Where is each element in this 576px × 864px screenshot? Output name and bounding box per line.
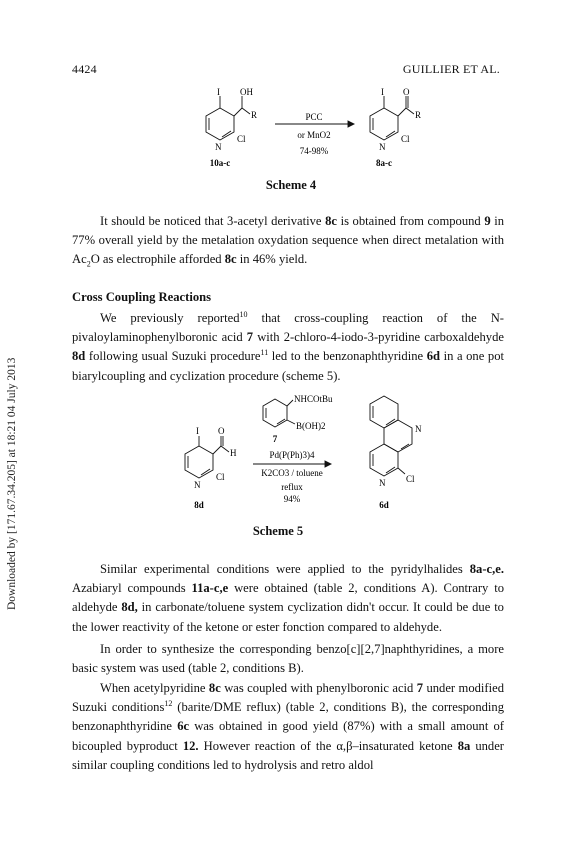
chloro-label: Cl: [216, 472, 225, 482]
boronic-acid-label: B(OH)2: [296, 421, 326, 431]
iodo-label: I: [196, 426, 199, 436]
scheme-4-drawing: [190, 86, 450, 176]
paragraph-5: When acetylpyridine 8c was coupled with phenylboronic acid 7 under modified Suzuki conditions$^{12}$ (barite/DME reflux) (table 2, conditions B), the corresponding benzonaphthyridine 6c was obtained in good yield (87%) with a small amount of bicoupled byproduct 12. However reaction of the α,β–insaturated ketone 8a under similar coupling conditions led to hydrolysis and retro aldol: [72, 681, 505, 772]
nitrogen-label: N: [415, 424, 422, 434]
iodo-label: I: [381, 87, 384, 97]
chloro-label: Cl: [237, 134, 246, 144]
compound-label-8a-c: 8a-c: [376, 158, 392, 168]
compound-label-10a-c: 10a-c: [209, 158, 231, 168]
chloro-label: Cl: [406, 474, 415, 484]
chloro-label: Cl: [401, 134, 410, 144]
paragraph-3: Similar experimental conditions were applied to the pyridylhalides 8a-c,e. Azabiaryl compounds 11a-c,e were obtained (table 2, conditions A). Contrary to aldehyde 8d, in carbonate/toluene system cyclization didn't occur. It could be due to the lower reactivity of the ketone or ester fonction compared to aldehyde.: [72, 562, 504, 634]
compound-label-8d: 8d: [194, 500, 204, 510]
scheme-5: [165, 392, 455, 522]
reaction-yield: 94%: [283, 494, 301, 504]
hydroxyl-label: OH: [240, 87, 253, 97]
scheme-4: [190, 86, 450, 176]
section-heading: Cross Coupling Reactions: [72, 290, 212, 304]
paragraph-1: It should be noticed that 3-acetyl derivative 8c is obtained from compound 9 in 77% overall yield by the metalation oxydation sequence when direct metalation with $Ac_2O$ as electrophile afforded 8c in 46% yield.: [72, 214, 504, 269]
r-group-label: R: [415, 110, 422, 120]
compound-label-7: 7: [272, 434, 278, 444]
running-title: GUILLIER ET AL.: [402, 62, 500, 76]
hydrogen-label: H: [230, 448, 237, 458]
reagent-pcc: PCC: [305, 112, 323, 122]
paragraph-4: In order to synthesize the corresponding benzo[c][2,7]naphthyridines, a more basic system was used (table 2, conditions B).: [72, 642, 504, 676]
reagent-base-solvent: K2CO3 / toluene: [261, 468, 323, 478]
nitrogen-label: N: [379, 142, 386, 152]
scheme-5-caption: Scheme 5: [252, 524, 304, 538]
reagent-catalyst: Pd(P(Ph)3)4: [269, 450, 315, 460]
compound-label-6d: 6d: [379, 500, 389, 510]
scheme-4-caption: Scheme 4: [265, 178, 317, 192]
paragraph-2: We previously reported$^{10}$ that cross-coupling reaction of the N-pivaloylaminophenylboronic acid 7 with 2-chloro-4-iodo-3-pyridine carboxaldehyde 8d following usual Suzuki procedure$^{11}$ led to the benzonaphthyridine 6d in a one pot biarylcoupling and cyclization procedure (scheme 5).: [72, 309, 504, 383]
scheme-5-drawing: [165, 392, 455, 522]
nitrogen-label: N: [194, 480, 201, 490]
reaction-yield: 74-98%: [299, 146, 329, 156]
download-watermark: [6, 230, 20, 610]
page-number: 4424: [72, 62, 97, 76]
nhcotbu-label: NHCOtBu: [294, 394, 333, 404]
nitrogen-label: N: [215, 142, 222, 152]
reagent-reflux: reflux: [281, 482, 303, 492]
r-group-label: R: [251, 110, 258, 120]
nitrogen-label: N: [379, 478, 386, 488]
carbonyl-o-label: O: [403, 87, 410, 97]
reagent-mno2: or MnO2: [297, 130, 331, 140]
iodo-label: I: [217, 87, 220, 97]
download-watermark-text: Downloaded by [171.67.34.205] at 18:21 04 July 2013: [6, 357, 18, 610]
carbonyl-o-label: O: [218, 426, 225, 436]
